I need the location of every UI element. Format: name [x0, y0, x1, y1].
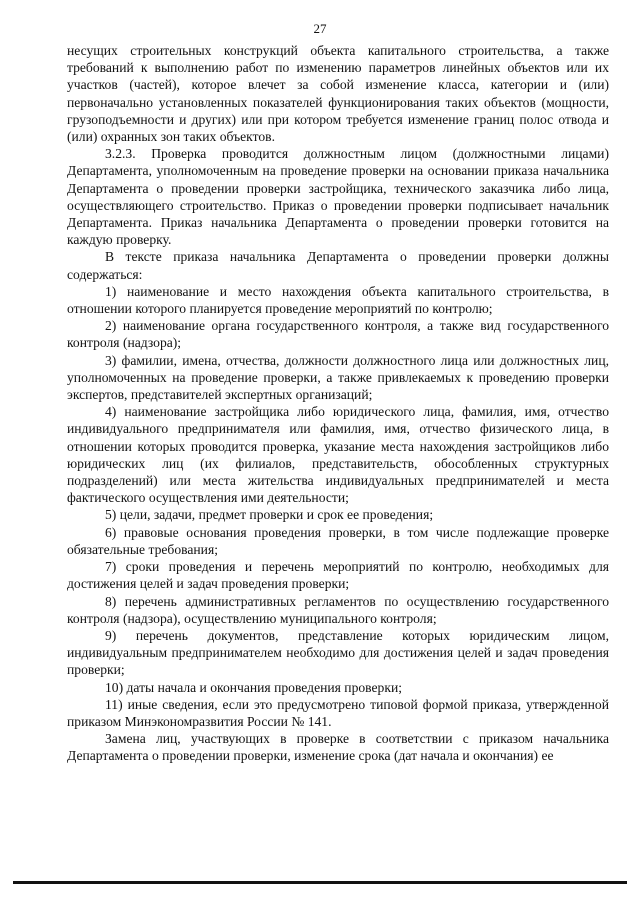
list-item-1: 1) наименование и место нахождения объекта капитального строительства, в отношении которого планируется проведение мероприятий по контролю;	[67, 283, 609, 317]
scan-bottom-edge-line	[13, 881, 627, 884]
paragraph-order-contents-intro: В тексте приказа начальника Департамента о проведении проверки должны содержаться:	[67, 249, 609, 282]
list-item-8: 8) перечень административных регламентов по осуществлению государственного контроля (надзора), осуществлению муниципального контроля;	[67, 593, 609, 626]
list-item-5: 5) цели, задачи, предмет проверки и срок ее проведения;	[105, 507, 434, 523]
list-item-7: 7) сроки проведения и перечень мероприятий по контролю, необходимых для достижения целей и задач проведения проверки;	[67, 559, 609, 592]
list-item-9: 9) перечень документов, представление которых юридическим лицом, индивидуальным предпринимателем необходимо для достижения целей и задач проведения проверки;	[67, 627, 609, 678]
paragraph-replacement: Замена лиц, участвующих в проверке в соответствии с приказом начальника Департамента о проведении проверки, изменение срока (дат начала и окончания) ее	[67, 731, 609, 764]
paragraph-continuation: несущих строительных конструкций объекта капитального строительства, а также требований к выполнению работ по изменению параметров линейных объектов или их участков (частей), которое влечет за собой изменение класса, категории и (или) первоначально установленных показателей функционирования таких объектов (мощности, грузоподъемности и других) или при котором требуется изменение границ полос отвода и (или) охранных зон таких объектов.	[67, 43, 609, 145]
document-body	[67, 42, 609, 765]
list-item-4: 4) наименование застройщика либо юридического лица, фамилия, имя, отчество индивидуального предпринимателя или фамилия, имя, отчество физического лица, в отношении которых проводится проверка, указание места нахождения застройщиков либо юридических лиц (их филиалов, представительств, обособленных структурных подразделений) или места жительства индивидуальных предпринимателей и места фактического осуществления ими деятельности;	[67, 404, 609, 506]
list-item-11: 11) иные сведения, если это предусмотрено типовой формой приказа, утвержденной приказом Минэкономразвития России № 141.	[67, 696, 609, 729]
paragraph-section-3-2-3: 3.2.3. Проверка проводится должностным лицом (должностными лицами) Департамента, уполномоченным на проведение проверки на основании приказа начальника Департамента о проведении проверки застройщика, технического заказчика либо лица, осуществляющего строительство. Приказ о проведении проверки подписывает начальник Департамента. Приказ начальника Департамента о проведении проверки готовится на каждую проверку.	[67, 146, 609, 248]
list-item-6: 6) правовые основания проведения проверки, в том числе подлежащие проверке обязательные требования;	[67, 524, 609, 557]
page-number: 27	[313, 21, 327, 36]
list-item-10: 10) даты начала и окончания проведения проверки;	[105, 679, 402, 695]
list-item-2: 2) наименование органа государственного контроля, а также вид государственного контроля (надзора);	[67, 318, 609, 351]
list-item-3: 3) фамилии, имена, отчества, должности должностного лица или должностных лиц, уполномоченных на проведение проверки, а также привлекаемых к проведению проверки экспертов, представителей экспертных организаций;	[67, 352, 609, 403]
